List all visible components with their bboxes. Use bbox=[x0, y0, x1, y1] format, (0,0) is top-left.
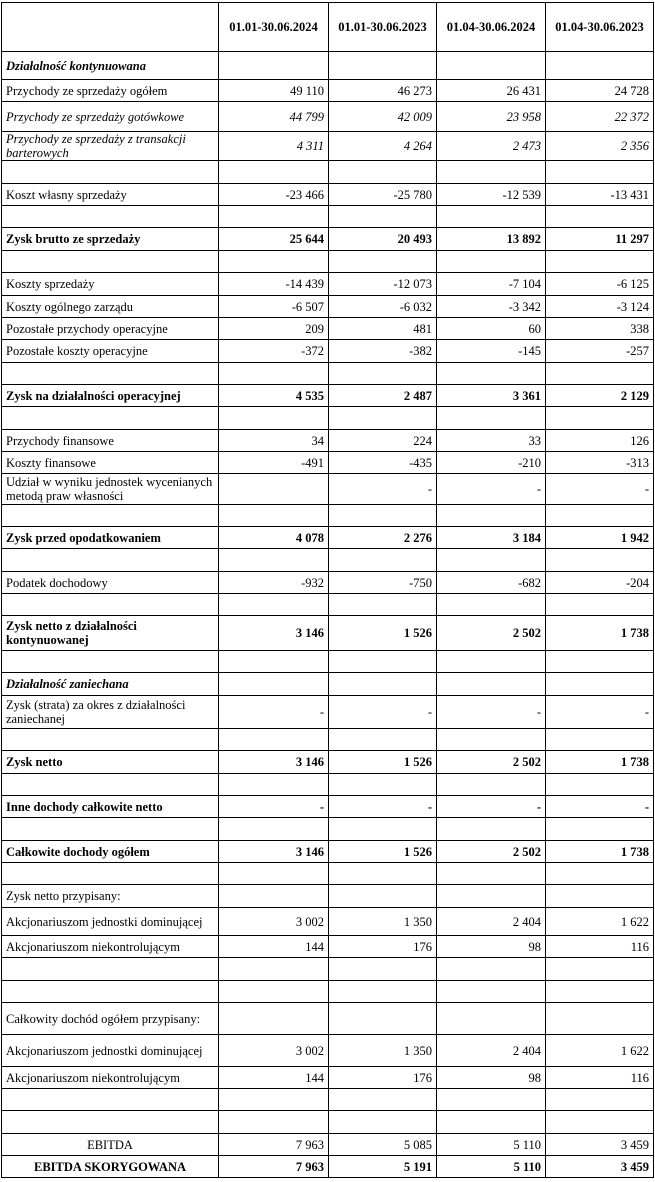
value-cell: - bbox=[546, 796, 654, 818]
value-cell: -204 bbox=[546, 572, 654, 594]
table-row bbox=[2, 572, 654, 594]
table-row bbox=[2, 796, 654, 818]
value-cell bbox=[546, 1089, 654, 1111]
value-cell: 24 728 bbox=[546, 80, 654, 102]
table-row bbox=[2, 774, 654, 796]
value-cell: 1 942 bbox=[546, 527, 654, 549]
value-cell bbox=[329, 885, 437, 908]
value-cell bbox=[546, 885, 654, 908]
value-cell bbox=[329, 363, 437, 385]
value-cell: - bbox=[437, 474, 546, 505]
table-row bbox=[2, 908, 654, 936]
value-cell: 42 009 bbox=[329, 102, 437, 132]
value-cell bbox=[329, 1003, 437, 1035]
row-label: Zysk brutto ze sprzedaży bbox=[2, 228, 219, 251]
value-cell: 1 622 bbox=[546, 1035, 654, 1067]
row-label: EBITDA SKORYGOWANA bbox=[2, 1156, 219, 1178]
table-row bbox=[2, 1003, 654, 1035]
value-cell bbox=[437, 161, 546, 184]
value-cell bbox=[437, 981, 546, 1003]
value-cell: 4 535 bbox=[219, 385, 329, 407]
value-cell: 3 146 bbox=[219, 841, 329, 863]
table-row bbox=[2, 673, 654, 696]
value-cell bbox=[546, 206, 654, 228]
value-cell bbox=[546, 729, 654, 751]
value-cell bbox=[437, 1111, 546, 1134]
value-cell: 98 bbox=[437, 936, 546, 958]
value-cell bbox=[219, 594, 329, 616]
row-label bbox=[2, 958, 219, 981]
value-cell: -435 bbox=[329, 452, 437, 474]
table-row bbox=[2, 132, 654, 161]
value-cell: 176 bbox=[329, 1067, 437, 1089]
column-header: 01.04-30.06.2024 bbox=[437, 3, 546, 52]
value-cell: 33 bbox=[437, 430, 546, 452]
table-row bbox=[2, 958, 654, 981]
row-label bbox=[2, 981, 219, 1003]
table-row bbox=[2, 549, 654, 572]
value-cell bbox=[329, 52, 437, 80]
value-cell bbox=[546, 52, 654, 80]
value-cell: 224 bbox=[329, 430, 437, 452]
table-row bbox=[2, 936, 654, 958]
value-cell bbox=[329, 161, 437, 184]
row-label: Zysk netto bbox=[2, 751, 219, 774]
value-cell: 60 bbox=[437, 318, 546, 340]
row-label: Przychody finansowe bbox=[2, 430, 219, 452]
row-label: Podatek dochodowy bbox=[2, 572, 219, 594]
value-cell: 1 738 bbox=[546, 751, 654, 774]
row-label: Inne dochody całkowite netto bbox=[2, 796, 219, 818]
value-cell bbox=[219, 1089, 329, 1111]
value-cell bbox=[219, 363, 329, 385]
row-label: Zysk przed opodatkowaniem bbox=[2, 527, 219, 549]
value-cell: 3 002 bbox=[219, 1035, 329, 1067]
value-cell: - bbox=[329, 474, 437, 505]
table-row bbox=[2, 1156, 654, 1178]
table-row bbox=[2, 161, 654, 184]
value-cell: -313 bbox=[546, 452, 654, 474]
value-cell bbox=[219, 251, 329, 273]
table-row bbox=[2, 696, 654, 729]
value-cell: -23 466 bbox=[219, 184, 329, 206]
value-cell: 144 bbox=[219, 936, 329, 958]
value-cell bbox=[329, 818, 437, 841]
table-row bbox=[2, 206, 654, 228]
header-label-cell bbox=[2, 3, 219, 52]
value-cell bbox=[219, 161, 329, 184]
row-label bbox=[2, 818, 219, 841]
value-cell: 3 459 bbox=[546, 1156, 654, 1178]
value-cell bbox=[437, 673, 546, 696]
value-cell bbox=[546, 594, 654, 616]
table-row bbox=[2, 102, 654, 132]
row-label bbox=[2, 407, 219, 430]
value-cell bbox=[437, 549, 546, 572]
value-cell bbox=[219, 863, 329, 885]
value-cell bbox=[219, 52, 329, 80]
header-row bbox=[2, 3, 654, 52]
row-label bbox=[2, 594, 219, 616]
table-row bbox=[2, 818, 654, 841]
value-cell: -257 bbox=[546, 340, 654, 363]
value-cell bbox=[219, 885, 329, 908]
value-cell: 26 431 bbox=[437, 80, 546, 102]
value-cell bbox=[329, 729, 437, 751]
value-cell: 1 738 bbox=[546, 841, 654, 863]
row-label: Koszty sprzedaży bbox=[2, 273, 219, 296]
value-cell: 338 bbox=[546, 318, 654, 340]
row-label: Zysk netto przypisany: bbox=[2, 885, 219, 908]
value-cell bbox=[546, 549, 654, 572]
value-cell: 4 264 bbox=[329, 132, 437, 161]
value-cell: -6 125 bbox=[546, 273, 654, 296]
value-cell: 20 493 bbox=[329, 228, 437, 251]
value-cell: 5 085 bbox=[329, 1134, 437, 1156]
value-cell: 5 191 bbox=[329, 1156, 437, 1178]
value-cell: 1 350 bbox=[329, 908, 437, 936]
row-label: Akcjonariuszom niekontrolującym bbox=[2, 936, 219, 958]
table-row bbox=[2, 296, 654, 318]
value-cell bbox=[437, 651, 546, 673]
value-cell bbox=[219, 651, 329, 673]
value-cell bbox=[329, 505, 437, 527]
value-cell: 2 502 bbox=[437, 841, 546, 863]
value-cell bbox=[437, 594, 546, 616]
value-cell: 25 644 bbox=[219, 228, 329, 251]
value-cell: 1 526 bbox=[329, 616, 437, 651]
value-cell: 1 738 bbox=[546, 616, 654, 651]
value-cell: - bbox=[329, 696, 437, 729]
value-cell: -491 bbox=[219, 452, 329, 474]
value-cell: 5 110 bbox=[437, 1134, 546, 1156]
row-label bbox=[2, 1089, 219, 1111]
table-row bbox=[2, 407, 654, 430]
value-cell bbox=[437, 52, 546, 80]
value-cell bbox=[219, 673, 329, 696]
value-cell bbox=[546, 958, 654, 981]
row-label: Akcjonariuszom jednostki dominującej bbox=[2, 908, 219, 936]
value-cell: -382 bbox=[329, 340, 437, 363]
value-cell: -372 bbox=[219, 340, 329, 363]
value-cell bbox=[329, 1111, 437, 1134]
table-row bbox=[2, 616, 654, 651]
value-cell bbox=[329, 1089, 437, 1111]
value-cell bbox=[437, 1003, 546, 1035]
table-row bbox=[2, 981, 654, 1003]
value-cell: -932 bbox=[219, 572, 329, 594]
table-row bbox=[2, 841, 654, 863]
value-cell: -3 342 bbox=[437, 296, 546, 318]
row-label: EBITDA bbox=[2, 1134, 219, 1156]
row-label bbox=[2, 251, 219, 273]
value-cell bbox=[437, 885, 546, 908]
value-cell bbox=[546, 673, 654, 696]
value-cell bbox=[546, 1003, 654, 1035]
row-label bbox=[2, 161, 219, 184]
value-cell: -3 124 bbox=[546, 296, 654, 318]
value-cell bbox=[437, 774, 546, 796]
row-label bbox=[2, 774, 219, 796]
row-label bbox=[2, 206, 219, 228]
value-cell: 2 502 bbox=[437, 751, 546, 774]
value-cell: - bbox=[437, 796, 546, 818]
table-row bbox=[2, 251, 654, 273]
table-row bbox=[2, 1067, 654, 1089]
value-cell: -12 539 bbox=[437, 184, 546, 206]
row-label: Koszty ogólnego zarządu bbox=[2, 296, 219, 318]
value-cell: -14 439 bbox=[219, 273, 329, 296]
value-cell: 1 622 bbox=[546, 908, 654, 936]
value-cell bbox=[219, 1111, 329, 1134]
value-cell: - bbox=[437, 696, 546, 729]
value-cell: 49 110 bbox=[219, 80, 329, 102]
value-cell bbox=[546, 407, 654, 430]
table-row bbox=[2, 1111, 654, 1134]
row-label: Koszt własny sprzedaży bbox=[2, 184, 219, 206]
value-cell: 144 bbox=[219, 1067, 329, 1089]
value-cell: -25 780 bbox=[329, 184, 437, 206]
value-cell: 2 404 bbox=[437, 1035, 546, 1067]
value-cell bbox=[329, 206, 437, 228]
value-cell: 2 487 bbox=[329, 385, 437, 407]
value-cell: 2 356 bbox=[546, 132, 654, 161]
value-cell: 116 bbox=[546, 936, 654, 958]
value-cell bbox=[219, 958, 329, 981]
table-row bbox=[2, 430, 654, 452]
value-cell: 3 146 bbox=[219, 616, 329, 651]
value-cell: 44 799 bbox=[219, 102, 329, 132]
row-label: Przychody ze sprzedaży ogółem bbox=[2, 80, 219, 102]
row-label: Przychody ze sprzedaży z transakcji barterowych bbox=[2, 132, 219, 161]
row-label: Pozostałe koszty operacyjne bbox=[2, 340, 219, 363]
value-cell: 11 297 bbox=[546, 228, 654, 251]
value-cell bbox=[329, 651, 437, 673]
value-cell: -13 431 bbox=[546, 184, 654, 206]
value-cell bbox=[219, 549, 329, 572]
value-cell: 46 273 bbox=[329, 80, 437, 102]
value-cell bbox=[546, 774, 654, 796]
value-cell: 22 372 bbox=[546, 102, 654, 132]
value-cell bbox=[437, 206, 546, 228]
value-cell: - bbox=[546, 474, 654, 505]
value-cell bbox=[219, 818, 329, 841]
row-label: Zysk na działalności operacyjnej bbox=[2, 385, 219, 407]
value-cell bbox=[546, 981, 654, 1003]
row-label: Udział w wyniku jednostek wycenianych metodą praw własności bbox=[2, 474, 219, 505]
value-cell: -145 bbox=[437, 340, 546, 363]
value-cell: 481 bbox=[329, 318, 437, 340]
table-row bbox=[2, 228, 654, 251]
row-label bbox=[2, 863, 219, 885]
table-body bbox=[2, 52, 654, 1178]
value-cell: 2 404 bbox=[437, 908, 546, 936]
value-cell: - bbox=[219, 796, 329, 818]
table-row bbox=[2, 1035, 654, 1067]
value-cell bbox=[219, 729, 329, 751]
row-label bbox=[2, 549, 219, 572]
value-cell bbox=[546, 505, 654, 527]
value-cell: 3 146 bbox=[219, 751, 329, 774]
value-cell bbox=[329, 958, 437, 981]
table-row bbox=[2, 729, 654, 751]
value-cell bbox=[219, 505, 329, 527]
value-cell bbox=[219, 474, 329, 505]
value-cell bbox=[437, 505, 546, 527]
table-row bbox=[2, 318, 654, 340]
table-row bbox=[2, 385, 654, 407]
value-cell bbox=[437, 958, 546, 981]
table-row bbox=[2, 52, 654, 80]
column-header: 01.01-30.06.2024 bbox=[219, 3, 329, 52]
table-row bbox=[2, 1089, 654, 1111]
value-cell: 1 350 bbox=[329, 1035, 437, 1067]
table-row bbox=[2, 505, 654, 527]
value-cell: 7 963 bbox=[219, 1134, 329, 1156]
value-cell bbox=[546, 651, 654, 673]
value-cell: 4 311 bbox=[219, 132, 329, 161]
value-cell: 4 078 bbox=[219, 527, 329, 549]
row-label: Działalność kontynuowana bbox=[2, 52, 219, 80]
row-label: Akcjonariuszom jednostki dominującej bbox=[2, 1035, 219, 1067]
column-header: 01.01-30.06.2023 bbox=[329, 3, 437, 52]
table-row bbox=[2, 474, 654, 505]
table-row bbox=[2, 594, 654, 616]
value-cell: -210 bbox=[437, 452, 546, 474]
value-cell: - bbox=[219, 696, 329, 729]
table-row bbox=[2, 1134, 654, 1156]
value-cell: 13 892 bbox=[437, 228, 546, 251]
income-statement-table bbox=[1, 2, 654, 1178]
value-cell: -6 032 bbox=[329, 296, 437, 318]
value-cell: 3 361 bbox=[437, 385, 546, 407]
row-label bbox=[2, 1111, 219, 1134]
value-cell bbox=[437, 251, 546, 273]
value-cell: 3 002 bbox=[219, 908, 329, 936]
row-label: Działalność zaniechana bbox=[2, 673, 219, 696]
value-cell bbox=[329, 407, 437, 430]
value-cell bbox=[437, 863, 546, 885]
value-cell: 23 958 bbox=[437, 102, 546, 132]
value-cell bbox=[546, 863, 654, 885]
value-cell: -7 104 bbox=[437, 273, 546, 296]
row-label: Koszty finansowe bbox=[2, 452, 219, 474]
table-row bbox=[2, 885, 654, 908]
row-label bbox=[2, 651, 219, 673]
column-header: 01.04-30.06.2023 bbox=[546, 3, 654, 52]
value-cell: -682 bbox=[437, 572, 546, 594]
row-label: Akcjonariuszom niekontrolującym bbox=[2, 1067, 219, 1089]
row-label bbox=[2, 505, 219, 527]
table-row bbox=[2, 452, 654, 474]
row-label: Pozostałe przychody operacyjne bbox=[2, 318, 219, 340]
value-cell bbox=[219, 407, 329, 430]
value-cell: 2 473 bbox=[437, 132, 546, 161]
value-cell: -12 073 bbox=[329, 273, 437, 296]
value-cell: -6 507 bbox=[219, 296, 329, 318]
row-label: Zysk (strata) za okres z działalności zaniechanej bbox=[2, 696, 219, 729]
value-cell bbox=[329, 981, 437, 1003]
row-label: Całkowite dochody ogółem bbox=[2, 841, 219, 863]
table-row bbox=[2, 273, 654, 296]
value-cell bbox=[219, 981, 329, 1003]
value-cell: 2 276 bbox=[329, 527, 437, 549]
value-cell bbox=[546, 1111, 654, 1134]
table-row bbox=[2, 363, 654, 385]
value-cell: 176 bbox=[329, 936, 437, 958]
value-cell bbox=[329, 863, 437, 885]
value-cell bbox=[546, 818, 654, 841]
value-cell: 1 526 bbox=[329, 841, 437, 863]
value-cell: 2 502 bbox=[437, 616, 546, 651]
value-cell: 5 110 bbox=[437, 1156, 546, 1178]
row-label: Przychody ze sprzedaży gotówkowe bbox=[2, 102, 219, 132]
row-label: Całkowity dochód ogółem przypisany: bbox=[2, 1003, 219, 1035]
value-cell bbox=[219, 774, 329, 796]
value-cell: 209 bbox=[219, 318, 329, 340]
table-row bbox=[2, 863, 654, 885]
value-cell: 126 bbox=[546, 430, 654, 452]
value-cell: 3 184 bbox=[437, 527, 546, 549]
value-cell: 7 963 bbox=[219, 1156, 329, 1178]
value-cell bbox=[329, 549, 437, 572]
value-cell bbox=[329, 251, 437, 273]
row-label: Zysk netto z działalności kontynuowanej bbox=[2, 616, 219, 651]
value-cell: 34 bbox=[219, 430, 329, 452]
value-cell bbox=[437, 363, 546, 385]
value-cell bbox=[329, 673, 437, 696]
value-cell: 116 bbox=[546, 1067, 654, 1089]
row-label bbox=[2, 729, 219, 751]
table-row bbox=[2, 340, 654, 363]
value-cell: -750 bbox=[329, 572, 437, 594]
value-cell bbox=[219, 1003, 329, 1035]
value-cell bbox=[437, 407, 546, 430]
value-cell: 2 129 bbox=[546, 385, 654, 407]
row-label bbox=[2, 363, 219, 385]
value-cell bbox=[546, 161, 654, 184]
value-cell bbox=[437, 818, 546, 841]
value-cell: - bbox=[329, 796, 437, 818]
table-row bbox=[2, 527, 654, 549]
value-cell: - bbox=[546, 696, 654, 729]
value-cell bbox=[546, 363, 654, 385]
value-cell bbox=[329, 594, 437, 616]
value-cell: 98 bbox=[437, 1067, 546, 1089]
table-row bbox=[2, 184, 654, 206]
value-cell bbox=[437, 729, 546, 751]
value-cell: 1 526 bbox=[329, 751, 437, 774]
value-cell bbox=[437, 1089, 546, 1111]
value-cell bbox=[546, 251, 654, 273]
table-row bbox=[2, 80, 654, 102]
value-cell bbox=[329, 774, 437, 796]
value-cell bbox=[219, 206, 329, 228]
table-row bbox=[2, 751, 654, 774]
value-cell: 3 459 bbox=[546, 1134, 654, 1156]
table-row bbox=[2, 651, 654, 673]
